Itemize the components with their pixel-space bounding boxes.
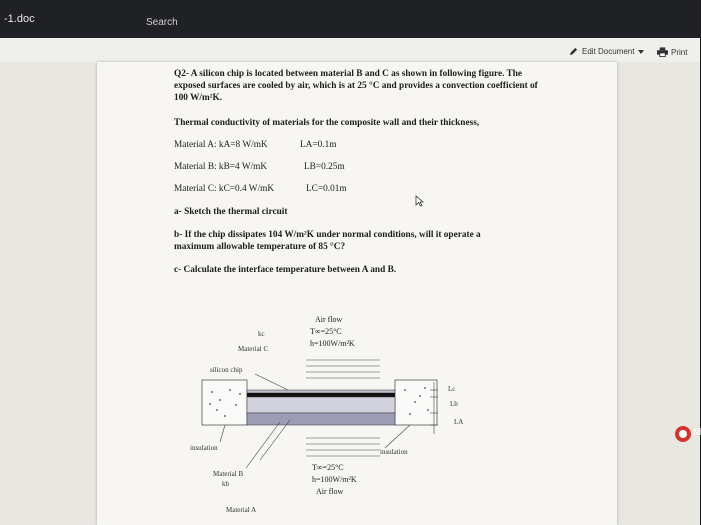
question-intro-line-2: exposed surfaces are cooled by air, which is at 25 °C and provides a convection coefficient of <box>174 81 538 91</box>
material-a-conductivity: Material A: kA=8 W/mK <box>174 140 268 150</box>
material-b-conductivity: Material B: kB=4 W/mK <box>174 162 268 172</box>
part-b-line-1: b- If the chip dissipates 104 W/m²K under normal conditions, will it operate a <box>174 230 481 240</box>
la-label: LA <box>454 418 464 426</box>
material-c-thickness: LC=0.01m <box>306 184 347 194</box>
material-a-label: Material A <box>226 506 257 514</box>
question-intro-line-3: 100 W/m²K. <box>174 93 223 103</box>
material-b-thickness: LB=0.25m <box>304 162 345 172</box>
airflow-bottom-label: Air flow <box>316 487 344 496</box>
material-c-conductivity: Material C: kC=0.4 W/mK <box>174 184 275 194</box>
part-a: a- Sketch the thermal circuit <box>174 207 288 217</box>
material-a-thickness: LA=0.1m <box>300 140 337 150</box>
document-name[interactable]: -1.doc <box>4 13 35 25</box>
part-c: c- Calculate the interface temperature between A and B. <box>174 265 397 275</box>
app-top-bar <box>0 0 700 38</box>
material-b-label: Material B <box>213 470 244 478</box>
convection-bottom-label: h=100W/m²K <box>312 475 357 484</box>
lb-label: Lb <box>450 400 458 408</box>
lc-label: Lc <box>448 385 456 393</box>
temperature-top-label: T∞=25°C <box>310 327 342 336</box>
chevron-down-icon <box>638 50 644 54</box>
temperature-bottom-label: T∞=25°C <box>312 463 344 472</box>
conductivity-heading: Thermal conductivity of materials for the composite wall and their thickness, <box>174 118 480 128</box>
record-button[interactable] <box>675 426 691 442</box>
convection-top-label: h=100W/m²K <box>310 339 355 348</box>
recorder-letter: M <box>693 427 701 438</box>
pencil-icon <box>569 47 578 56</box>
mouse-cursor-icon <box>415 195 424 207</box>
kb-label: kb <box>222 480 229 488</box>
material-c-label: Material C <box>238 345 269 353</box>
printer-icon <box>657 47 668 57</box>
kc-label: kc <box>258 330 265 338</box>
insulation-left-label: insulation <box>190 444 218 452</box>
insulation-right-label: insulation <box>380 448 408 456</box>
part-b-line-2: maximum allowable temperature of 85 °C? <box>174 242 346 252</box>
print-button[interactable] <box>657 47 687 57</box>
print-label: Print <box>671 47 688 57</box>
silicon-chip-label: silicon chip <box>210 366 243 374</box>
search-button[interactable]: Search <box>146 17 178 28</box>
airflow-top-label: Air flow <box>315 315 343 324</box>
question-intro-line-1: Q2- A silicon chip is located between material B and C as shown in following figure. The <box>174 69 523 79</box>
edit-document-label: Edit Document <box>582 47 635 56</box>
composite-wall-figure <box>170 360 510 470</box>
edit-document-button[interactable] <box>569 47 644 56</box>
